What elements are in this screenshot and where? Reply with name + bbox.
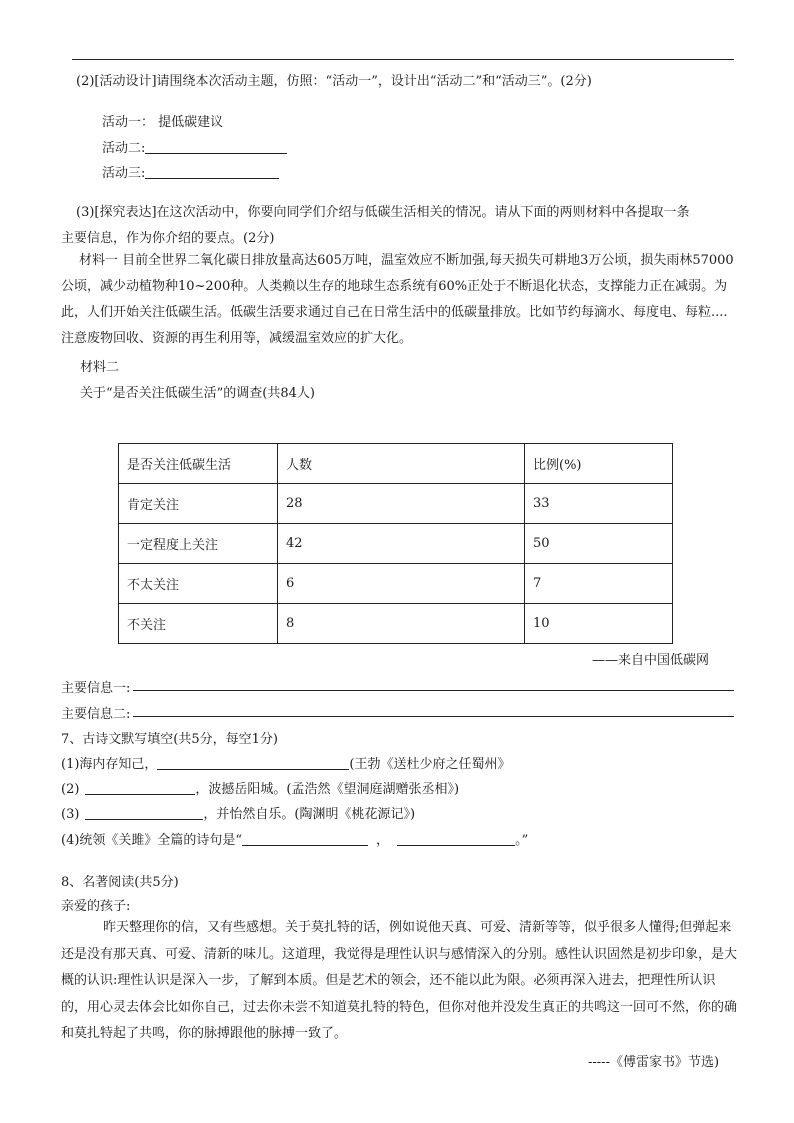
- table-header-cell: 人数: [278, 444, 525, 484]
- q7-line1: [61, 753, 511, 772]
- q8-letter: 昨天整理你的信，又有些感想。关于莫扎特的话，例如说他天真、可爱、清新等等，似乎很多人懂得;但弹起来还是没有那天真、可爱、清新的味儿。这道理，我觉得是理性认识与感情深入的分别。感性认识固然是初步印象，是大概的认识:理性认识是深入一步，了解到本质。但是艺术的领会，还不能以此为限。必须再深入进去，把理性所认识的，用心灵去体会比如你自己，过去你未尝不知道莫扎特的特色，但你对他并没发生真正的共鸣这一回可不然，你的确和莫扎特起了共鸣，你的脉搏跟他的脉搏一致了。: [61, 920, 738, 1041]
- q2-activity3-label: 活动三:: [102, 166, 146, 181]
- table-row: [119, 484, 673, 524]
- q7-line2-post: ，波撼岳阳城。(孟浩然《望洞庭湖赠张丞相》): [195, 782, 460, 797]
- q3-material2-title: 材料二: [80, 360, 120, 375]
- q8-title: 8、名著阅读(共5分): [61, 875, 179, 890]
- q7-blank-2[interactable]: [85, 780, 195, 795]
- table-cell: 7: [525, 564, 673, 604]
- table-cell: 肯定关注: [119, 484, 278, 524]
- table-header-cell: 比例(%): [525, 444, 673, 484]
- q7-line2: [61, 778, 459, 797]
- q7-blank-1[interactable]: [157, 755, 349, 770]
- table-row: [119, 524, 673, 564]
- q7-line4: [61, 829, 528, 848]
- q2-activity2: [102, 137, 287, 156]
- table-cell: 28: [278, 484, 525, 524]
- q3-source: ——来自中国低碳网: [592, 653, 710, 668]
- q7-title: 7、古诗文默写填空(共5分，每空1分): [61, 732, 278, 747]
- survey-table: [118, 443, 673, 644]
- q3-survey-caption: 关于“是否关注低碳生活”的调查(共84人): [80, 386, 315, 401]
- q3-info2-label: 主要信息二:: [61, 707, 131, 722]
- q2-activity3: [102, 162, 279, 181]
- table-header-row: [119, 444, 673, 484]
- table-cell: 50: [525, 524, 673, 564]
- q7-line4-mid: ，: [376, 833, 390, 848]
- q2-activity2-label: 活动二:: [102, 141, 146, 156]
- table-cell: 10: [525, 604, 673, 644]
- q3-prompt-line1: (3)[探究表达]在这次活动中，你要向同学们介绍与低碳生活相关的情况。请从下面的两则材料中各提取一条: [76, 205, 690, 220]
- q3-info1-label: 主要信息一:: [61, 681, 131, 696]
- q8-greeting: 亲爱的孩子:: [61, 899, 131, 914]
- table-cell: 42: [278, 524, 525, 564]
- q3-material1: 材料一 目前全世界二氧化碳日排放量高达605万吨，温室效应不断加强,每天损失可耕地3万公顷，损失雨林57000 公顷，减少动植物种10~200种。人类赖以生存的地球生态系统有60%正处于不断退化状态，支撑能力正在减弱。为此，人们开始关注低碳生活。低碳生活要求通过自己在日常生活中的低碳量排放。比如节约每滴水、每度电、每粒....注意废物回收、资源的再生利用等，减缓温室效应的扩大化。: [61, 253, 734, 346]
- q7-line1-pre: (1)海内存知己，: [61, 757, 158, 772]
- table-cell: 一定程度上关注: [119, 524, 278, 564]
- table-cell: 不关注: [119, 604, 278, 644]
- q7-line3-post: ，并怡然自乐。(陶渊明《桃花源记》): [203, 807, 416, 822]
- q2-prompt: (2)[活动设计]请围绕本次活动主题，仿照：“活动一”，设计出“活动二”和“活动三”。(2分): [76, 74, 592, 89]
- q7-blank-4[interactable]: [242, 831, 368, 846]
- q7-line1-post: (王勃《送杜少府之任蜀州》: [349, 757, 511, 772]
- table-cell: 33: [525, 484, 673, 524]
- q7-line3-pre: (3): [61, 807, 80, 822]
- table-row: [119, 564, 673, 604]
- table-cell: 6: [278, 564, 525, 604]
- table-cell: 8: [278, 604, 525, 644]
- q8-source: -----《傅雷家书》节选): [588, 1055, 720, 1070]
- q7-line4-post: 。”: [515, 833, 529, 848]
- table-cell: 不太关注: [119, 564, 278, 604]
- top-rule: [72, 59, 734, 60]
- q7-line4-pre: (4)统领《关雎》全篇的诗句是“: [61, 833, 243, 848]
- q7-line2-pre: (2): [61, 782, 80, 797]
- q2-activity2-blank[interactable]: [145, 139, 287, 154]
- q7-line3: [61, 803, 415, 822]
- q7-blank-3[interactable]: [85, 805, 203, 820]
- q2-activity1: 活动一： 提低碳建议: [102, 115, 224, 130]
- table-row: [119, 604, 673, 644]
- q3-info1-blank[interactable]: [133, 690, 734, 691]
- q3-prompt-line2: 主要信息，作为你介绍的要点。(2分): [61, 231, 275, 246]
- q7-blank-5[interactable]: [397, 831, 515, 846]
- table-header-cell: 是否关注低碳生活: [119, 444, 278, 484]
- q2-activity3-blank[interactable]: [145, 164, 279, 179]
- q3-info2-blank[interactable]: [133, 716, 734, 717]
